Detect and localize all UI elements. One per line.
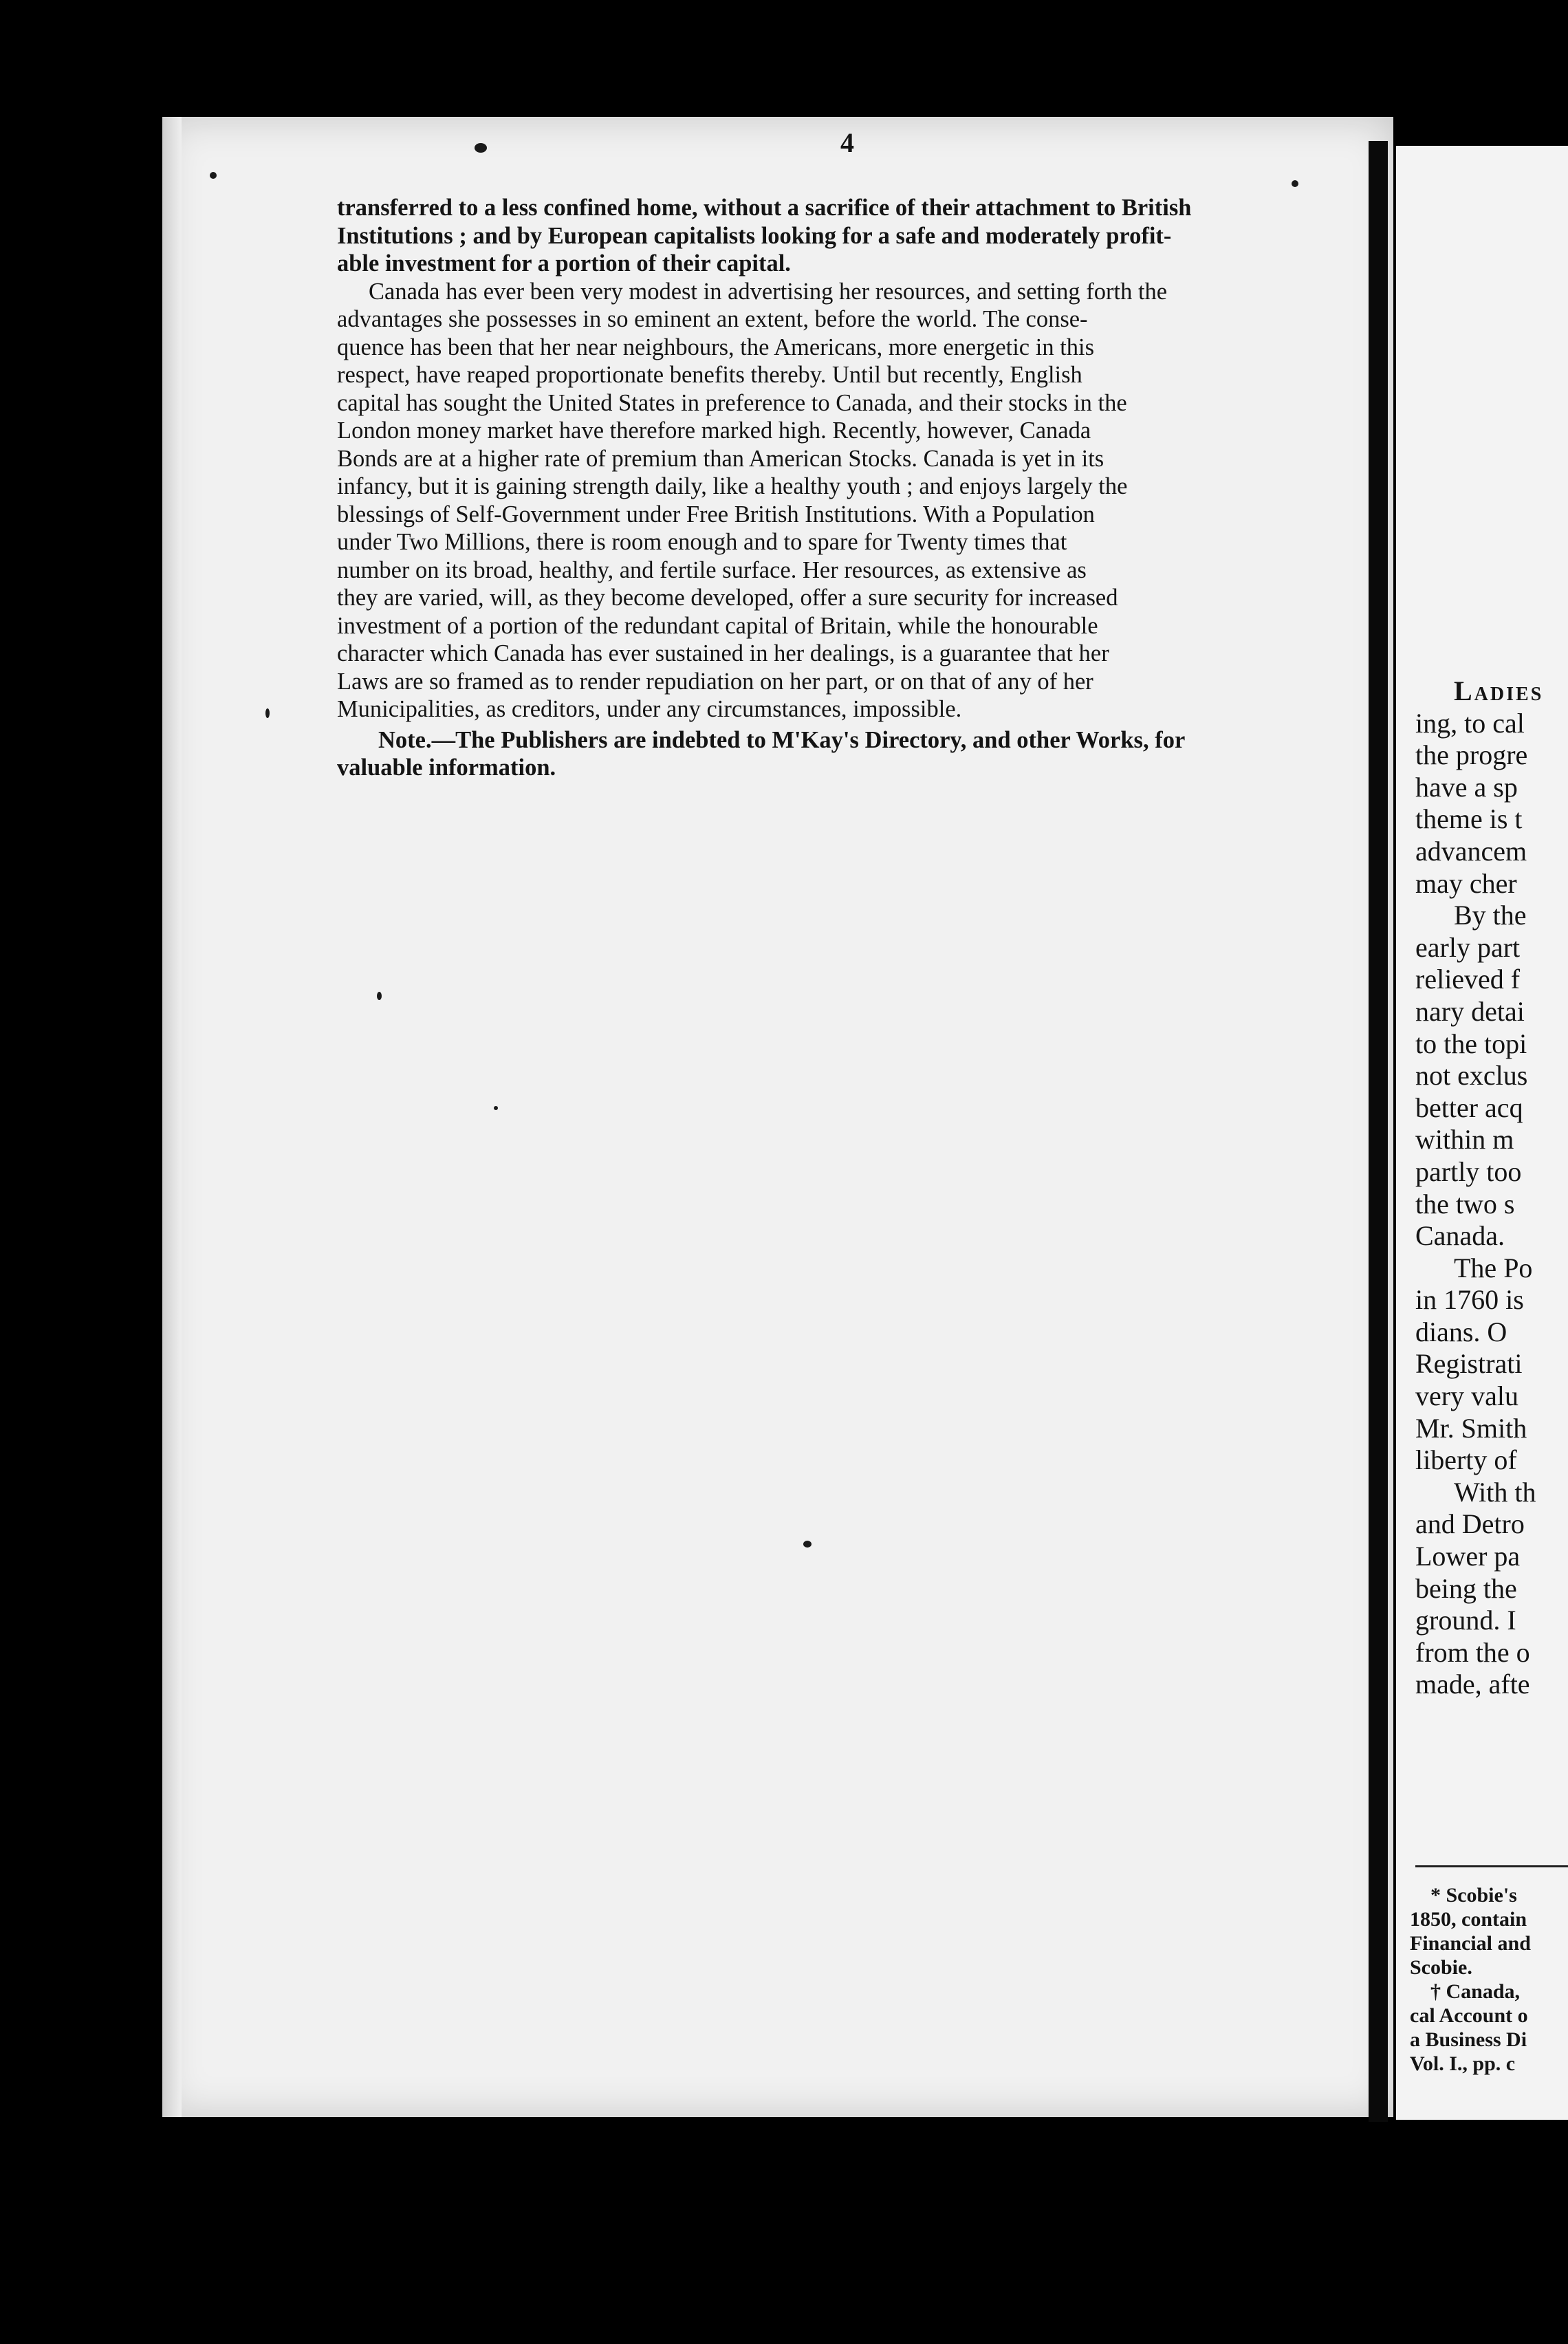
right-line-9: early part (1415, 931, 1521, 963)
right-line-5: theme is t (1415, 803, 1523, 835)
footnote-line-3: Financial and (1410, 1932, 1531, 1955)
right-line-1: Ladies (1454, 675, 1544, 706)
footnote-line-7: a Business Di (1410, 2028, 1527, 2051)
right-line-14: better acq (1415, 1092, 1523, 1123)
paragraph-2-line-4: respect, have reaped proportionate benefits thereby. Until but recently, English (337, 362, 1082, 388)
footnote-line-4: Scobie. (1410, 1956, 1472, 1979)
right-line-8: By the (1454, 900, 1527, 931)
right-line-29: being the (1415, 1572, 1517, 1604)
right-line-31: from the o (1415, 1636, 1530, 1668)
right-line-13: not exclus (1415, 1060, 1528, 1092)
paragraph-2-line-15: Laws are so framed as to render repudiation on her part, or on that of any of her (337, 668, 1093, 695)
right-line-6: advancem (1415, 835, 1527, 867)
paragraph-2-line-16: Municipalities, as creditors, under any circumstances, impossible. (337, 696, 962, 722)
paragraph-2-line-13: investment of a portion of the redundant capital of Britain, while the honourable (337, 612, 1098, 639)
paragraph-1-line-3: able investment for a portion of their capital. (337, 250, 791, 276)
right-line-12: to the topi (1415, 1028, 1527, 1059)
paragraph-2-line-2: advantages she possesses in so eminent an extent, before the world. The conse- (337, 306, 1088, 332)
right-line-28: Lower pa (1415, 1541, 1521, 1572)
right-line-10: relieved f (1415, 964, 1521, 995)
right-line-16: partly too (1415, 1155, 1522, 1187)
paragraph-2-line-6: London money market have therefore marked high. Recently, however, Canada (337, 417, 1091, 444)
right-line-22: Registrati (1415, 1348, 1523, 1380)
right-line-17: the two s (1415, 1188, 1515, 1219)
right-line-30: ground. I (1415, 1605, 1516, 1636)
paragraph-2-line-11: number on its broad, healthy, and fertile surface. Her resources, as extensive as (337, 556, 1087, 583)
page-number: 4 (840, 127, 854, 158)
footnote-line-1: * Scobie's (1430, 1884, 1517, 1907)
right-line-4: have a sp (1415, 771, 1518, 803)
right-line-11: nary detai (1415, 995, 1525, 1027)
right-line-19: The Po (1454, 1252, 1533, 1283)
paragraph-2-line-10: under Two Millions, there is room enough and to spare for Twenty times that (337, 529, 1067, 555)
right-line-18: Canada. (1415, 1220, 1505, 1252)
right-line-32: made, afte (1415, 1669, 1530, 1700)
left-text-column (337, 194, 1342, 782)
right-line-15: within m (1415, 1124, 1514, 1155)
footnotes (1410, 1883, 1568, 2076)
paragraph-1-line-2: Institutions ; and by European capitalists looking for a safe and moderately profit- (337, 222, 1172, 249)
scan-speck (265, 708, 270, 718)
footnote-line-6: cal Account o (1410, 2004, 1528, 2027)
paragraph-2-line-5: capital has sought the United States in preference to Canada, and their stocks in the (337, 389, 1127, 416)
paragraph-2-line-14: character which Canada has ever sustained in her dealings, is a guarantee that her (337, 640, 1109, 666)
paragraph-2-line-1: Canada has ever been very modest in advertising her resources, and setting forth the (369, 278, 1168, 305)
footnote-line-5: † Canada, (1430, 1980, 1521, 2003)
publisher-note-line-2: valuable information. (337, 755, 556, 781)
paragraph-2-line-3: quence has been that her near neighbours, the Americans, more energetic in this (337, 334, 1095, 360)
right-text-column (1415, 675, 1568, 1701)
right-line-26: With th (1454, 1476, 1536, 1508)
paragraph-2-line-9: blessings of Self-Government under Free British Institutions. With a Population (337, 501, 1095, 528)
scan-speck (494, 1106, 498, 1110)
right-line-24: Mr. Smith (1415, 1412, 1527, 1444)
scan-speck (803, 1541, 812, 1548)
right-line-2: ing, to cal (1415, 707, 1525, 739)
right-line-3: the progre (1415, 739, 1528, 771)
paragraph-2-line-8: infancy, but it is gaining strength daily, like a healthy youth ; and enjoys largely the (337, 473, 1128, 499)
footnote-line-8: Vol. I., pp. c (1410, 2052, 1516, 2075)
right-line-23: very valu (1415, 1380, 1518, 1412)
right-line-27: and Detro (1415, 1508, 1525, 1540)
publisher-note-line-1: Note.—The Publishers are indebted to M'Kay's Directory, and other Works, for (378, 726, 1186, 753)
page-gutter (1369, 141, 1388, 2122)
footnote-line-2: 1850, contain (1410, 1908, 1527, 1931)
paragraph-1-line-1: transferred to a less confined home, without a sacrifice of their attachment to British (337, 195, 1192, 221)
scan-speck (475, 143, 487, 153)
paragraph-2-line-12: they are varied, will, as they become developed, offer a sure security for increased (337, 585, 1118, 611)
scan-speck (1292, 180, 1298, 187)
right-line-21: dians. O (1415, 1316, 1507, 1347)
scan-speck (377, 992, 382, 1000)
paragraph-2-line-7: Bonds are at a higher rate of premium than American Stocks. Canada is yet in its (337, 445, 1104, 472)
right-line-25: liberty of (1415, 1444, 1517, 1476)
footnote-rule (1415, 1865, 1568, 1867)
right-line-20: in 1760 is (1415, 1284, 1524, 1316)
right-line-7: may cher (1415, 867, 1517, 899)
scan-speck (210, 172, 217, 179)
